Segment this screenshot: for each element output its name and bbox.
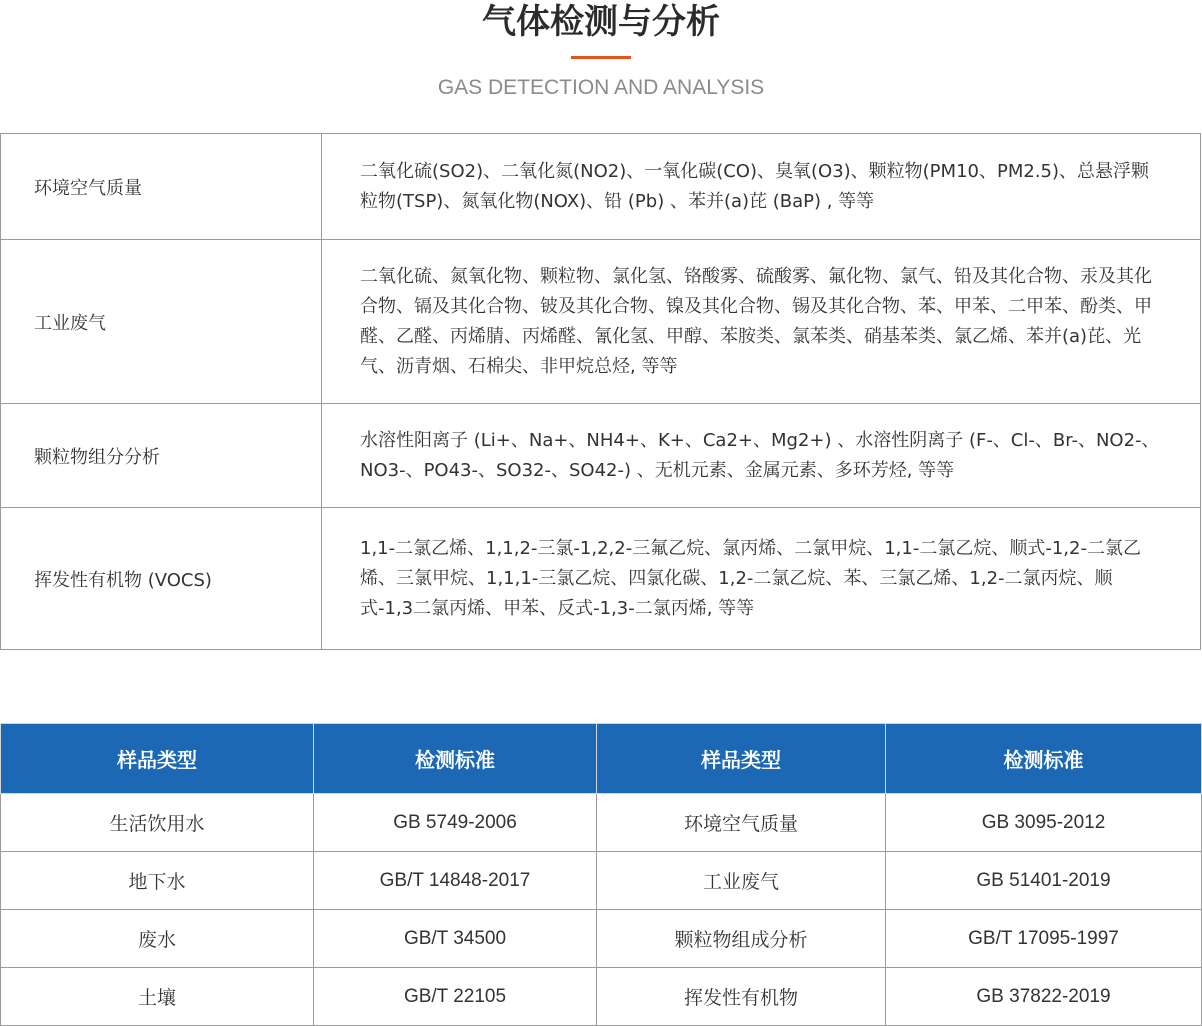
sample-type-cell: 废水 [1,910,314,968]
standard-cell: GB/T 34500 [314,910,597,968]
column-header-sample-type: 样品类型 [597,724,886,794]
table-row [1,134,1201,240]
category-cell: 颗粒物组分分析 [1,404,322,508]
sample-type-cell: 颗粒物组成分析 [597,910,886,968]
standard-cell: GB/T 17095-1997 [886,910,1202,968]
items-cell: 1,1-二氯乙烯、1,1,2-三氯-1,2,2-三氟乙烷、氯丙烯、二氯甲烷、1,1-二氯乙烷、顺式-1,2-二氯乙烯、三氯甲烷、1,1,1-三氯乙烷、四氯化碳、1,2-二氯乙烷、苯、三氯乙烯、1,2-二氯丙烷、顺式-1,3二氯丙烯、甲苯、反式-1,3-二氯丙烯, 等等 [322,508,1201,650]
detection-standards-table [0,723,1202,1026]
items-cell: 水溶性阳离子 (Li+、Na+、NH4+、K+、Ca2+、Mg2+) 、水溶性阴离子 (F-、Cl-、Br-、NO2-、NO3-、PO43-、SO32-、SO42-) 、无机元素、金属元素、多环芳烃, 等等 [322,404,1201,508]
title-accent-divider [571,56,631,59]
table-row [1,968,1202,1026]
column-header-standard: 检测标准 [314,724,597,794]
items-cell: 二氧化硫(SO2)、二氧化氮(NO2)、一氧化碳(CO)、臭氧(O3)、颗粒物(PM10、PM2.5)、总悬浮颗粒物(TSP)、氮氧化物(NOX)、铅 (Pb) 、苯并(a)芘 (BaP) , 等等 [322,134,1201,240]
category-cell: 挥发性有机物 (VOCS) [1,508,322,650]
standard-cell: GB 3095-2012 [886,794,1202,852]
standard-cell: GB 51401-2019 [886,852,1202,910]
standard-cell: GB/T 14848-2017 [314,852,597,910]
table-row [1,910,1202,968]
sample-type-cell: 地下水 [1,852,314,910]
category-cell: 工业废气 [1,240,322,404]
table-row [1,508,1201,650]
page-title: 气体检测与分析 [482,2,720,42]
standard-cell: GB 5749-2006 [314,794,597,852]
standard-cell: GB 37822-2019 [886,968,1202,1026]
column-header-standard: 检测标准 [886,724,1202,794]
category-cell: 环境空气质量 [1,134,322,240]
standard-cell: GB/T 22105 [314,968,597,1026]
sample-type-cell: 工业废气 [597,852,886,910]
sample-type-cell: 生活饮用水 [1,794,314,852]
table-row [1,852,1202,910]
table-row [1,404,1201,508]
items-cell: 二氧化硫、氮氧化物、颗粒物、氯化氢、铬酸雾、硫酸雾、氟化物、氯气、铅及其化合物、汞及其化合物、镉及其化合物、铍及其化合物、镍及其化合物、锡及其化合物、苯、甲苯、二甲苯、酚类、甲醛、乙醛、丙烯腈、丙烯醛、氰化氢、甲醇、苯胺类、氯苯类、硝基苯类、氯乙烯、苯并(a)芘、光气、沥青烟、石棉尖、非甲烷总烃, 等等 [322,240,1201,404]
sample-type-cell: 挥发性有机物 [597,968,886,1026]
table-header-row [1,724,1202,794]
page-subtitle: GAS DETECTION AND ANALYSIS [437,76,765,99]
table-row [1,794,1202,852]
sample-type-cell: 土壤 [1,968,314,1026]
column-header-sample-type: 样品类型 [1,724,314,794]
section-header [0,0,1202,110]
table-row [1,240,1201,404]
sample-type-cell: 环境空气质量 [597,794,886,852]
gas-category-table [0,133,1201,650]
